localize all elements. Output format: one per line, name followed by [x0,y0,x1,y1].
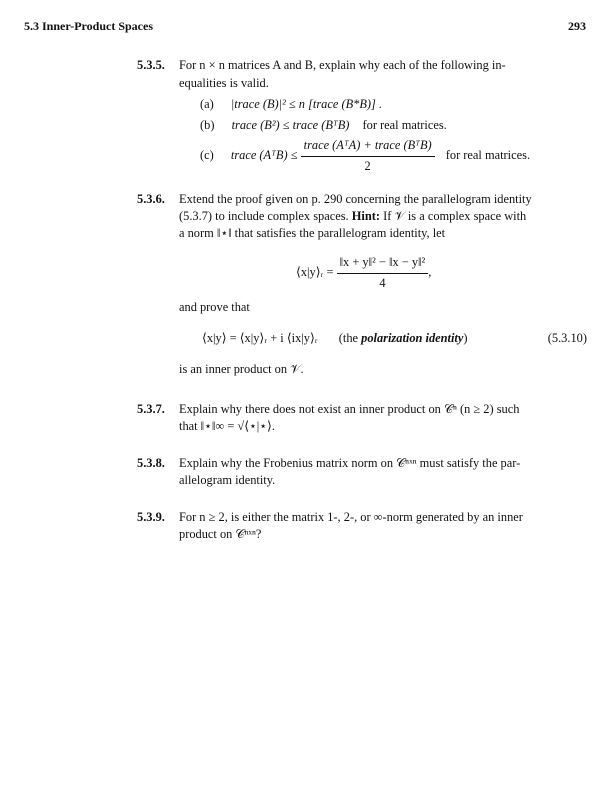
item-label: (b) [200,118,215,132]
exercise-5-3-6 [137,192,532,208]
item-a [200,97,382,113]
exercise-number: 5.3.5. [137,58,165,72]
math-expression: |trace (B)|² ≤ n [trace (B*B)] . [230,97,383,111]
exercise-text-line: and prove that [179,300,250,314]
item-tail: for real matrices. [445,147,531,162]
exercise-text-line: Explain why the Frobenius matrix norm on 𝒞ⁿˣⁿ must satisfy the par- [179,456,521,470]
item-label: (a) [200,97,214,111]
exercise-5-3-9 [137,510,523,526]
fraction-denominator: 2 [364,158,371,173]
text-span: If 𝒱 is a complex space with [383,209,527,223]
text-span: (5.3.7) to include complex spaces. [179,209,349,223]
exercise-text-line: Extend the proof given on p. 290 concerning the parallelogram identity [179,192,532,206]
exercise-text-line: that ‖⋆‖∞ = √⟨⋆|⋆⟩. [179,419,275,433]
exercise-text-line: a norm ‖⋆‖ that satisfies the parallelogram identity, let [179,226,446,240]
exercise-5-3-8 [137,456,520,472]
hint-label: Hint: [351,209,380,223]
item-tail: for real matrices. [362,118,447,132]
fraction-denominator: 4 [379,275,386,290]
exercise-number: 5.3.7. [137,402,165,416]
exercise-5-3-7 [137,402,519,418]
page-number: 293 [568,19,586,33]
math-expression: trace (AᵀB) ≤ [230,147,298,162]
punctuation: , [428,264,432,279]
item-b [200,118,447,134]
math-expression: trace (B²) ≤ trace (BᵀB) [231,118,350,132]
text-span: ) [463,331,468,345]
exercise-text-line: For n × n matrices A and B, explain why each of the following in- [179,58,506,72]
exercise-text-line: For n ≥ 2, is either the matrix 1-, 2-, or ∞-norm generated by an inner [179,510,523,524]
exercise-number: 5.3.6. [137,192,165,206]
fraction [301,138,435,174]
exercise-text-line: Explain why there does not exist an inner product on 𝒞ⁿ (n ≥ 2) such [179,402,520,416]
fraction-numerator: trace (AᵀA) + trace (BᵀB) [301,138,435,157]
exercise-5-3-5 [137,58,506,74]
text-span: (the [338,331,359,345]
exercise-text-line: equalities is valid. [179,76,269,90]
term-name: polarization identity [361,331,464,345]
fraction [337,255,432,291]
math-expression: ⟨x|y⟩ᵣ = [296,264,334,279]
exercise-number: 5.3.8. [137,456,165,470]
exercise-text-line: is an inner product on 𝒱. [179,362,304,376]
exercise-text-line: product on 𝒞ⁿˣⁿ? [179,527,262,541]
display-equation-polarization [202,331,587,347]
math-expression: ⟨x|y⟩ = ⟨x|y⟩ᵣ + i ⟨ix|y⟩ᵣ [202,331,318,345]
section-title: 5.3 Inner-Product Spaces [24,19,153,33]
exercise-number: 5.3.9. [137,510,165,524]
exercise-text-line: allelogram identity. [179,473,276,487]
exercise-text-line [179,209,526,225]
running-header [24,19,586,34]
fraction-numerator: ‖x + y‖² − ‖x − y‖² [337,255,429,274]
display-equation-definition [296,255,431,291]
equation-number: (5.3.10) [547,331,587,345]
item-label: (c) [200,147,214,162]
item-c [200,138,530,174]
